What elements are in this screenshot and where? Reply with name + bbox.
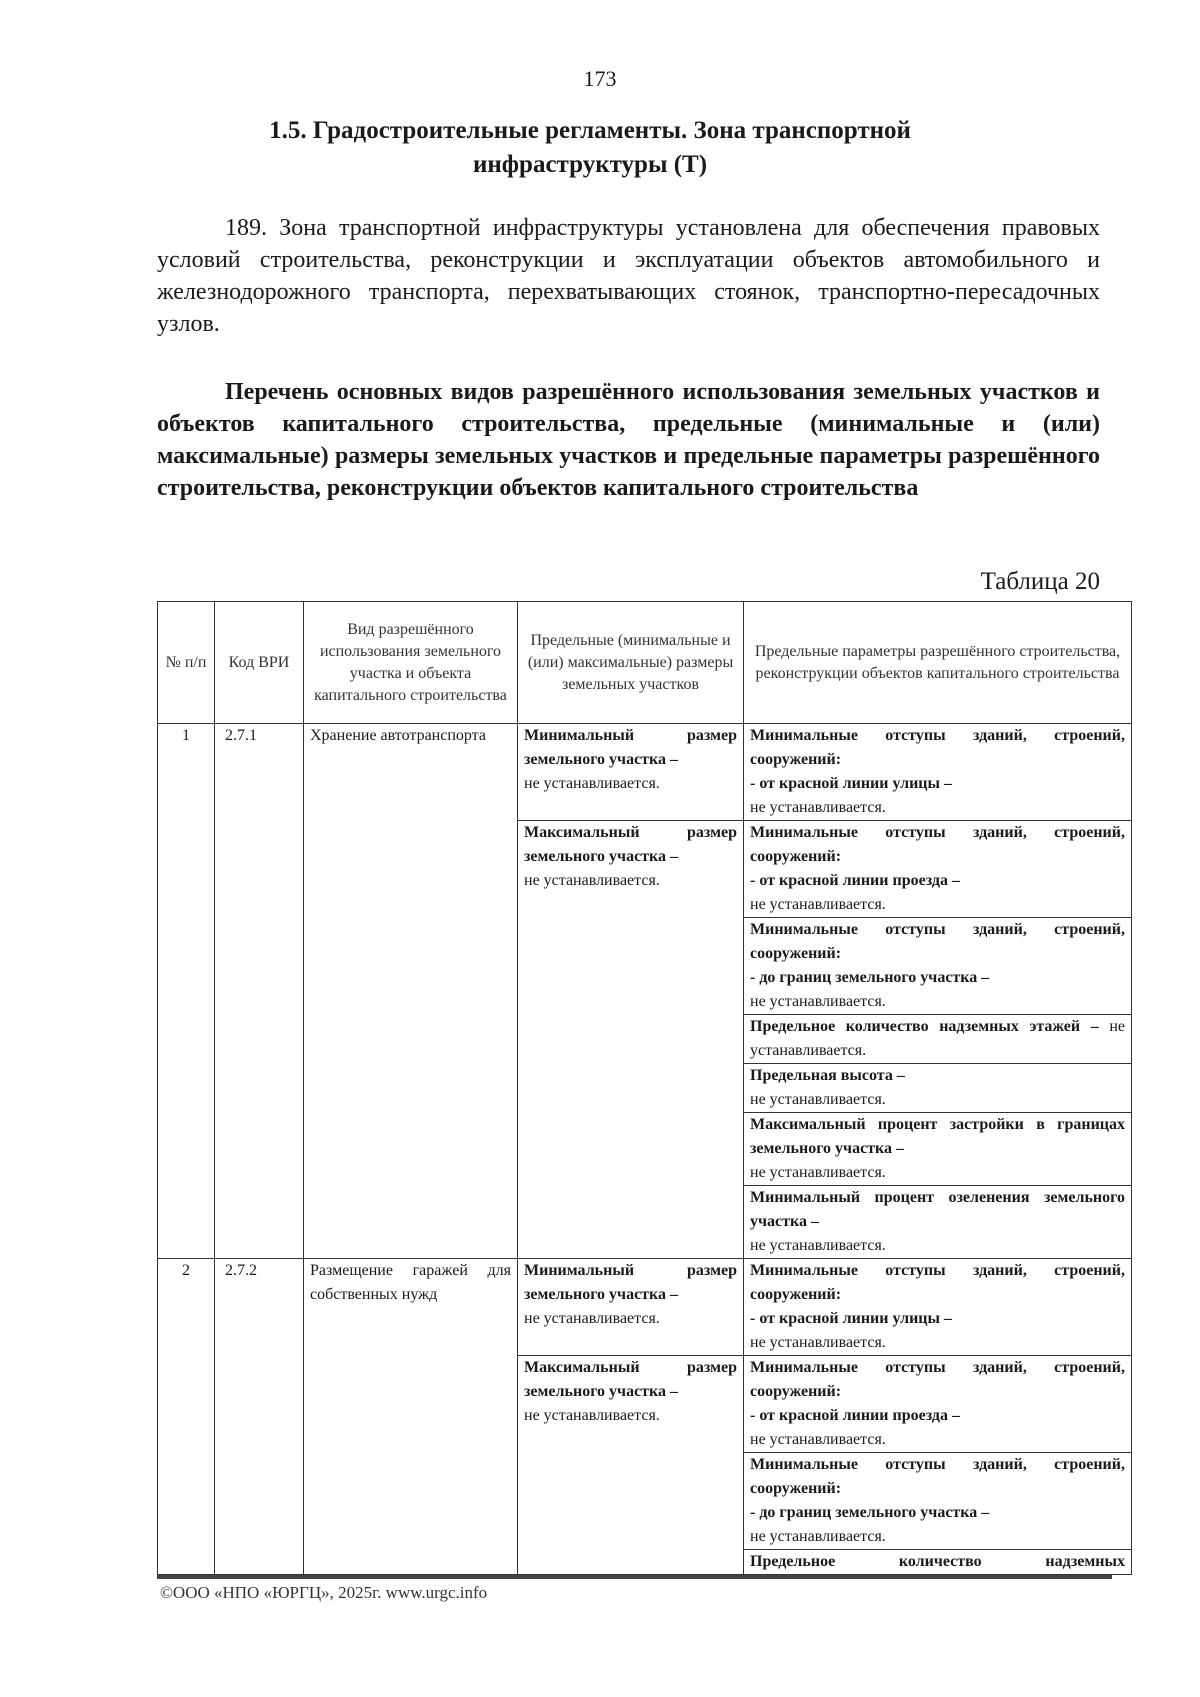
- param-height-label: Предельная высота –: [750, 1067, 905, 1084]
- param-offset-border: [744, 918, 1132, 1015]
- row-code: 2.7.1: [215, 724, 304, 1259]
- section-title-line-2: инфраструктуры (Т): [472, 151, 708, 178]
- not-set-text: не устанавливается.: [750, 1431, 886, 1448]
- not-set-text: не устанавливается.: [750, 1237, 886, 1254]
- param-floors-label: Предельное количество надземных этажей –: [750, 1018, 1099, 1035]
- param-drive: - от красной линии проезда –: [750, 872, 960, 889]
- param-border: - до границ земельного участка –: [750, 1504, 990, 1521]
- row-name: Хранение автотранспорта: [304, 724, 518, 1259]
- row-num: 1: [158, 724, 215, 1259]
- param-street: - от красной линии улицы –: [750, 775, 952, 792]
- intro-paragraph: 189. Зона транспортной инфраструктуры установлена для обеспечения правовых условий строительства, реконструкции и эксплуатации объектов автомобильного и железнодорожного транспорта, перехватывающих стоянок, транспортно-пересадочных узлов.: [157, 215, 1100, 337]
- table-caption: Таблица 20: [980, 568, 1100, 595]
- not-set-text: не устанавливается.: [750, 1091, 886, 1108]
- row-num: 2: [158, 1259, 215, 1575]
- page-number: 173: [583, 66, 617, 91]
- param-offsets-head: Минимальные отступы зданий, строений, сооружений:: [750, 824, 1125, 865]
- param-green-label: Минимальный процент озеленения земельного участка –: [750, 1189, 1125, 1230]
- header-num: № п/п: [158, 602, 215, 724]
- table-row: [158, 1259, 1132, 1356]
- param-drive: - от красной линии проезда –: [750, 1407, 960, 1424]
- row-name: Размещение гаражей для собственных нужд: [304, 1259, 518, 1575]
- size-min-label: Минимальный размер земельного участка –: [524, 1262, 737, 1303]
- size-min-label: Минимальный размер земельного участка –: [524, 727, 737, 768]
- size-max-label: Максимальный размер земельного участка –: [524, 824, 737, 865]
- not-set-text: не устанавливается.: [750, 993, 886, 1010]
- param-offsets-head: Минимальные отступы зданий, строений, сооружений:: [750, 1262, 1125, 1303]
- param-offset-drive: [744, 821, 1132, 918]
- param-border: - до границ земельного участка –: [750, 969, 990, 986]
- param-build-label: Максимальный процент застройки в границах земельного участка –: [750, 1116, 1125, 1157]
- param-offsets-head: Минимальные отступы зданий, строений, сооружений:: [750, 1456, 1125, 1497]
- param-street: - от красной линии улицы –: [750, 1310, 952, 1327]
- not-set-text: не устанавливается.: [524, 1407, 660, 1424]
- section-title-line-1: 1.5. Градостроительные регламенты. Зона транспортной: [269, 117, 911, 144]
- param-height: [744, 1064, 1132, 1113]
- param-offsets-head: Минимальные отступы зданий, строений, сооружений:: [750, 1359, 1125, 1400]
- size-min-cell: [518, 724, 744, 821]
- not-set-text: не устанавливается.: [750, 1164, 886, 1181]
- footer-text: ©ООО «НПО «ЮРГЦ», 2025г. www.urgc.info: [160, 1583, 488, 1602]
- not-set-text: не устанавливается.: [750, 1018, 1126, 1059]
- not-set-text: не устанавливается.: [750, 896, 886, 913]
- row-code: 2.7.2: [215, 1259, 304, 1575]
- footer-divider: [157, 1575, 1112, 1579]
- not-set-text: не устанавливается.: [524, 1310, 660, 1327]
- not-set-text: не устанавливается.: [524, 872, 660, 889]
- header-code: Код ВРИ: [215, 602, 304, 724]
- section-title: [150, 114, 1030, 182]
- not-set-text: не устанавливается.: [750, 1334, 886, 1351]
- param-green-percent: [744, 1186, 1132, 1259]
- param-offset-street: [744, 1259, 1132, 1356]
- table-row: [158, 724, 1132, 821]
- param-floors-cut: [744, 1550, 1132, 1575]
- size-max-cell: [518, 821, 744, 1259]
- param-offsets-head: Минимальные отступы зданий, строений, сооружений:: [750, 921, 1125, 962]
- param-build-percent: [744, 1113, 1132, 1186]
- param-offset-border: [744, 1453, 1132, 1550]
- size-max-label: Максимальный размер земельного участка –: [524, 1359, 737, 1400]
- param-floors: [744, 1015, 1132, 1064]
- param-floors-cut-label: Предельное количество надземных: [750, 1553, 1125, 1570]
- header-params: Предельные параметры разрешённого строительства, реконструкции объектов капитального строительства: [744, 602, 1132, 724]
- header-type: Вид разрешённого использования земельного участка и объекта капитального строительства: [304, 602, 518, 724]
- size-min-cell: [518, 1259, 744, 1356]
- header-size: Предельные (минимальные и (или) максимальные) размеры земельных участков: [518, 602, 744, 724]
- regulations-table: [157, 601, 1132, 1575]
- param-offsets-head: Минимальные отступы зданий, строений, сооружений:: [750, 727, 1125, 768]
- not-set-text: не устанавливается.: [750, 799, 886, 816]
- param-offset-street: [744, 724, 1132, 821]
- param-offset-drive: [744, 1356, 1132, 1453]
- list-heading: Перечень основных видов разрешённого использования земельных участков и объектов капитального строительства, предельные (минимальные и (или) максимальные) размеры земельных участков и предельные параметры разрешённого строительства, реконструкции объектов капитального строительства: [157, 379, 1100, 501]
- not-set-text: не устанавливается.: [750, 1528, 886, 1545]
- size-max-cell: [518, 1356, 744, 1575]
- table-header-row: [158, 602, 1132, 724]
- not-set-text: не устанавливается.: [524, 775, 660, 792]
